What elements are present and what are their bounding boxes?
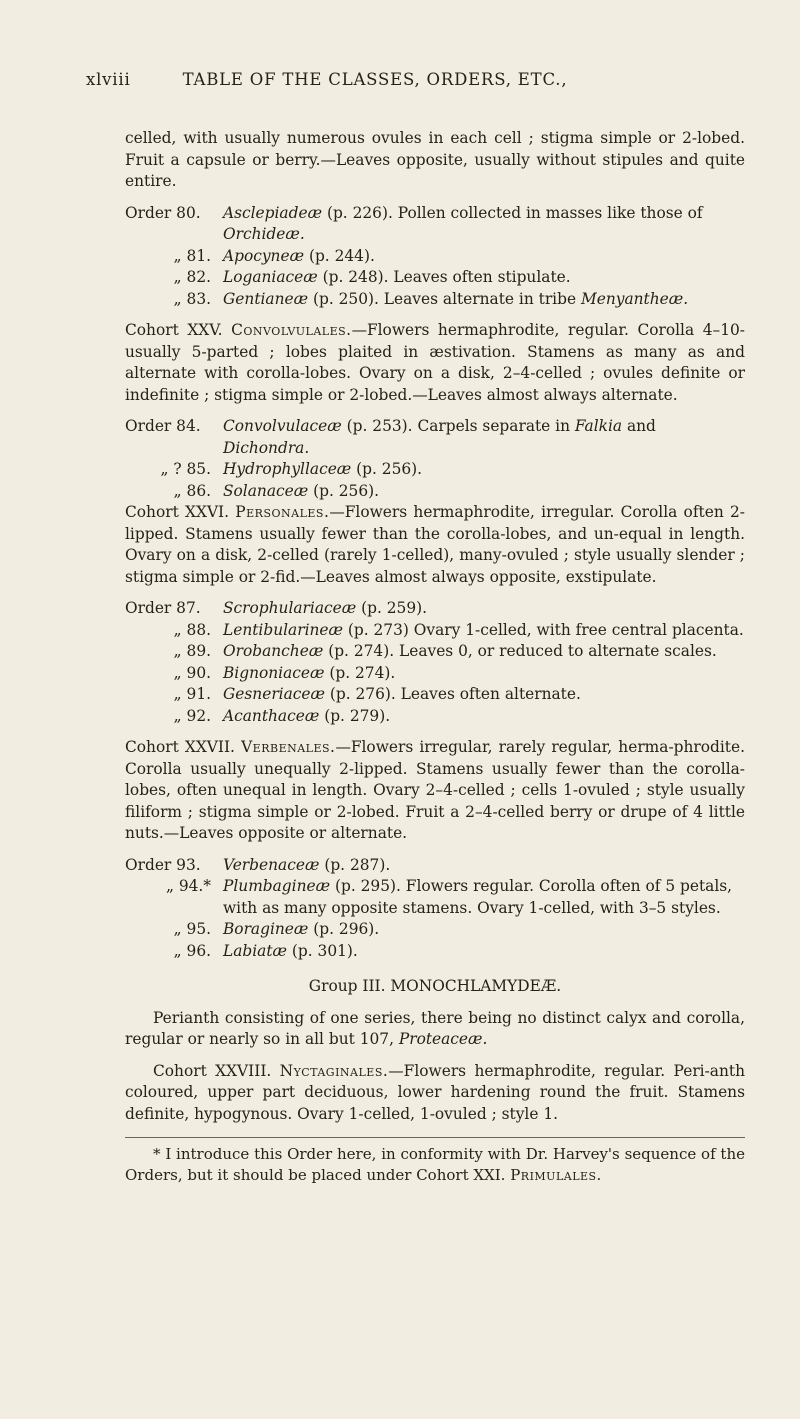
footnote: * I introduce this Order here, in conformity with Dr. Harvey's sequence of the Orders, but it should be placed under Cohort XXI. Primulales. (125, 1145, 745, 1184)
order-entry: „ 94.* Plumbagineæ (p. 295). Flowers regular. Corolla often of 5 petals, with as many opposite stamens. Ovary 1-celled, with 3–5 styles. (165, 877, 733, 917)
group-paragraph: Perianth consisting of one series, there being no distinct calyx and corolla, regular or nearly so in all but 107, Proteaceæ. (125, 1008, 745, 1048)
cohort-paragraph: Cohort XXV. Convolvulales.—Flowers hermaphrodite, regular. Corolla 4–10- usually 5-parted ; lobes plaited in æstivation. Stamens as many as and alternate with corolla-lobes. Ovary on a disk, 2–4-celled ; ovules definite or indefinite ; stigma simple or 2-lobed.—Leaves almost always alternate. (125, 321, 745, 404)
intro-paragraph: celled, with usually numerous ovules in each cell ; stigma simple or 2-lobed. Fruit a capsule or berry.—Leaves opposite, usually without stipules and quite entire. (125, 129, 745, 190)
cohort-paragraph: Cohort XXVIII. Nyctaginales.—Flowers hermaphrodite, regular. Peri-anth coloured, upper part deciduous, lower hardening round the fruit. Stamens definite, hypogynous. Ovary 1-celled, 1-ovuled ; style 1. (125, 1061, 745, 1123)
cohort-paragraph: Cohort XXVII. Verbenales.—Flowers irregular, rarely regular, herma-phrodite. Corolla usually unequally 2-lipped. Stamens usually fewer than the corolla-lobes, often unequal in length. Ovary 2–4-celled ; cells 1-ovuled ; style usually filiform ; stigma simple or 2-lobed. Fruit a 2–4-celled berry or drupe of 4 little nuts.—Leaves opposite or alternate. (125, 738, 745, 842)
order-entry: „ 88. Lentibularineæ (p. 273) Ovary 1-celled, with free central placenta. (173, 620, 744, 639)
order-entry: „ 89. Orobancheæ (p. 274). Leaves 0, or reduced to alternate scales. (173, 642, 717, 660)
order-entry: Order 87. Scrophulariaceæ (p. 259). (125, 599, 428, 617)
group-heading: Group III. MONOCHLAMYDEÆ. (308, 977, 562, 995)
order-entry: Order 80. Asclepiadeæ (p. 226). Pollen collected in masses like those of Orchideæ. (125, 203, 703, 243)
page-header-title: TABLE OF THE CLASSES, ORDERS, ETC., (182, 70, 568, 89)
page-body (125, 128, 745, 1185)
order-entry: „ 83. Gentianeæ (p. 250). Leaves alternate in tribe Menyantheæ. (173, 289, 689, 308)
page-number: xlviii (86, 70, 131, 89)
order-entry: „ 95. Boragineæ (p. 296). (173, 920, 380, 938)
running-head (86, 70, 740, 89)
order-entry: „ 81. Apocyneæ (p. 244). (173, 246, 375, 265)
order-entry: „ 92. Acanthaceæ (p. 279). (173, 706, 391, 725)
order-entry: „ 91. Gesneriaceæ (p. 276). Leaves often alternate. (173, 685, 581, 703)
footnote-rule (125, 1137, 745, 1138)
order-entry: „ 96. Labiatæ (p. 301). (173, 941, 358, 960)
cohort-paragraph: Cohort XXVI. Personales.—Flowers hermaphrodite, irregular. Corolla often 2-lipped. Stamens usually fewer than the corolla-lobes, and un-equal in length. Ovary on a disk, 2-celled (rarely 1-celled), many-ovuled ; style usually slender ; stigma simple or 2-fid.—Leaves almost always opposite, exstipulate. (125, 503, 745, 586)
order-entry: „ 86. Solanaceæ (p. 256). (173, 481, 380, 500)
order-entry: „ 82. Loganiaceæ (p. 248). Leaves often stipulate. (173, 268, 571, 286)
order-entry: „ ? 85. Hydrophyllaceæ (p. 256). (160, 460, 423, 478)
order-entry: „ 90. Bignoniaceæ (p. 274). (173, 663, 396, 682)
order-entry: Order 84. Convolvulaceæ (p. 253). Carpels separate in Falkia and Dichondra. (125, 417, 656, 457)
order-entry: Order 93. Verbenaceæ (p. 287). (125, 855, 391, 874)
